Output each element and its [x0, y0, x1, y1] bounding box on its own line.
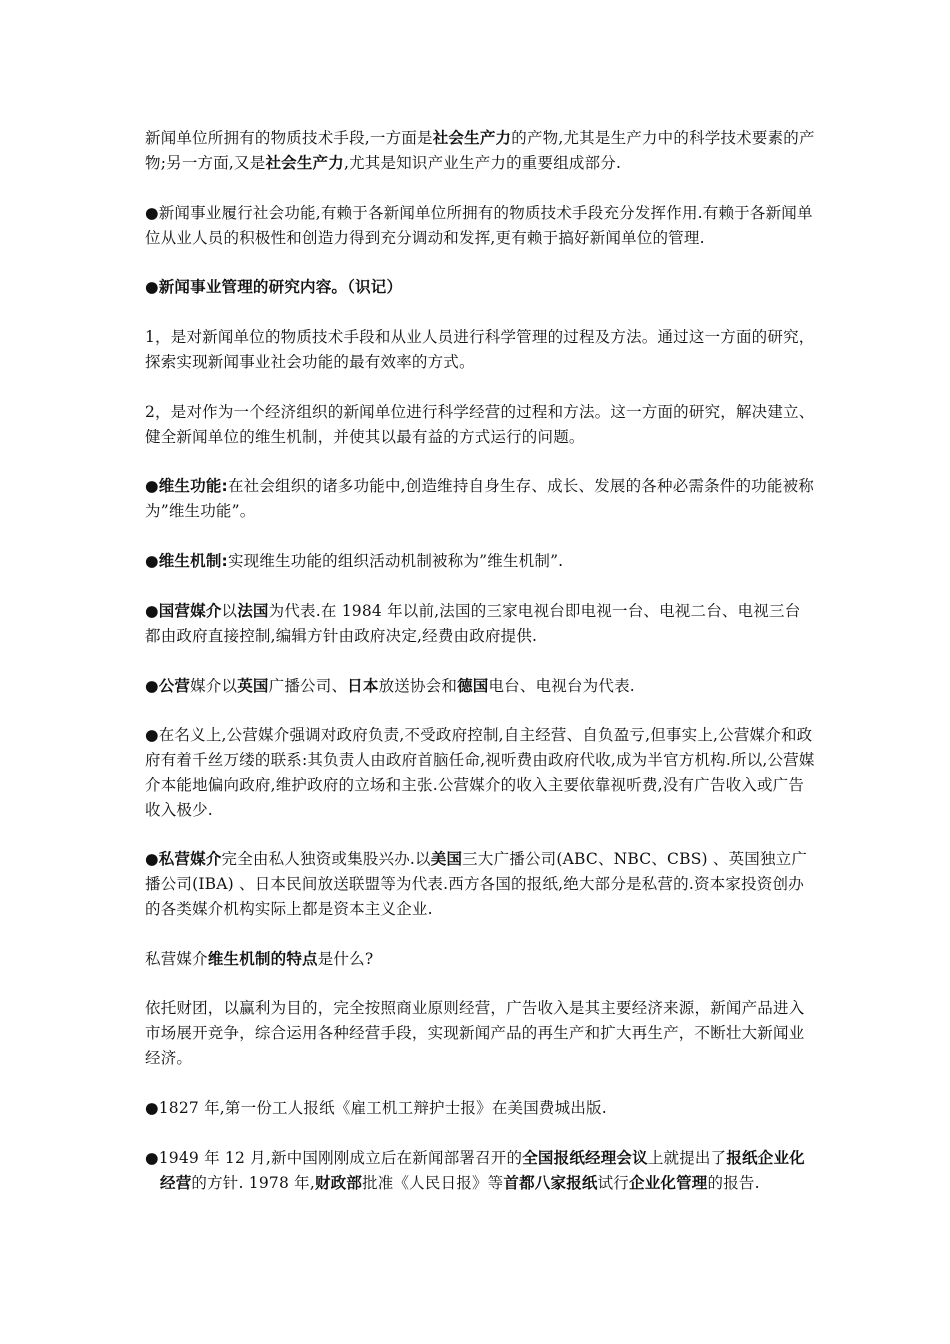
text: 电台、电视台为代表. — [488, 677, 635, 695]
paragraph-question — [145, 947, 815, 972]
bold-term: 社会生产力 — [432, 129, 512, 147]
paragraph-public-media-detail — [145, 723, 815, 823]
bold-term: ●私营媒介 — [145, 850, 222, 868]
text: 三大广播公司(ABC、NBC、CBS) 、英国独立广播公司(IBA) 、日本民间放送联盟等为代表.西方各国的报纸,绝大部分是私营的.资本家投资创办的各类媒介机构实际上都是资本主义企业. — [145, 850, 808, 918]
bold-term: 企业化管理 — [629, 1174, 708, 1192]
text: ●1827 年,第一份工人报纸《雇工机工辩护士报》在美国费城出版. — [145, 1099, 607, 1117]
text: 在社会组织的诸多功能中,创造维持自身生存、成长、发展的各种必需条件的功能被称为”维生功能”。 — [145, 477, 814, 520]
bold-heading: ●新闻事业管理的研究内容。（识记） — [145, 278, 403, 296]
text: 私营媒介 — [145, 950, 208, 968]
bold-term: ●维生功能: — [145, 477, 228, 495]
paragraph-public-media — [145, 674, 815, 699]
heading-research-content — [145, 275, 815, 300]
text: ●1949 年 12 月,新中国刚刚成立后在新闻部署召开的 — [145, 1149, 523, 1167]
text: 媒介以 — [190, 677, 238, 695]
bold-term: 日本 — [347, 677, 379, 695]
text: 放送协会和 — [378, 677, 458, 695]
bold-term: 法国 — [237, 602, 269, 620]
paragraph-answer — [145, 996, 815, 1071]
paragraph-survival-function — [145, 474, 815, 524]
paragraph-survival-mechanism — [145, 549, 815, 574]
text: 批准《人民日报》等 — [362, 1174, 504, 1192]
text: 1，是对新闻单位的物质技术手段和从业人员进行科学管理的过程及方法。通过这一方面的研究，探索实现新闻事业社会功能的最有效率的方式。 — [145, 328, 815, 371]
text: 的产物,尤其是生产力中的科学技术要素的产物;另一方面,又是 — [145, 129, 815, 172]
bold-term: 美国 — [430, 850, 463, 868]
paragraph-item-1 — [145, 325, 815, 375]
paragraph-state-media — [145, 599, 815, 649]
text: 上就提出了 — [647, 1149, 727, 1167]
text: ●新闻事业履行社会功能,有赖于各新闻单位所拥有的物质技术手段充分发挥作用.有赖于各新闻单位从业人员的积极性和创造力得到充分调动和发挥,更有赖于搞好新闻单位的管理. — [145, 204, 813, 247]
text: 的报告. — [707, 1174, 760, 1192]
bold-term: 财政部 — [314, 1174, 363, 1192]
text: 以 — [221, 602, 238, 620]
text: 依托财团，以赢利为目的，完全按照商业原则经营，广告收入是其主要经济来源，新闻产品进入市场展开竞争，综合运用各种经营手段，实现新闻产品的再生产和扩大再生产，不断壮大新闻业经济。 — [145, 999, 805, 1067]
bold-term: 全国报纸经理会议 — [522, 1149, 648, 1167]
bold-term: 德国 — [457, 677, 489, 695]
bold-term: ●国营媒介 — [145, 602, 222, 620]
text: 新闻单位所拥有的物质技术手段,一方面是 — [145, 129, 433, 147]
text: ●在名义上,公营媒介强调对政府负责,不受政府控制,自主经营、自负盈亏,但事实上,公营媒介和政府有着千丝万缕的联系:其负责人由政府首脑任命,视听费由政府代收,成为半官方机构.所以,公营媒介本能地偏向政府,维护政府的立场和主张.公营媒介的收入主要依靠视听费,没有广告收入或广告收入极少. — [145, 726, 815, 819]
bold-term: 维生机制的特点 — [207, 950, 318, 968]
bold-term: 首都八家报纸 — [503, 1174, 598, 1192]
paragraph-1827 — [145, 1096, 815, 1121]
text: 为代表.在 1984 年以前,法国的三家电视台即电视一台、电视二台、电视三台都由政府直接控制,编辑方针由政府决定,经费由政府提供. — [145, 602, 801, 645]
paragraph-private-media — [145, 847, 815, 922]
text: 是什么? — [317, 950, 374, 968]
bold-term: 英国 — [237, 677, 269, 695]
text: 广播公司、 — [268, 677, 348, 695]
paragraph-item-2 — [145, 400, 815, 450]
text: 实现维生功能的组织活动机制被称为”维生机制”. — [227, 552, 564, 570]
bold-term: ●公营 — [145, 677, 191, 695]
text: 的方针. 1978 年, — [191, 1174, 315, 1192]
paragraph-1949 — [145, 1146, 815, 1196]
paragraph-material-means — [145, 126, 815, 176]
bold-term: 报纸企业化经营 — [160, 1149, 805, 1192]
bold-term: ●维生机制: — [145, 552, 228, 570]
paragraph-social-function — [145, 201, 815, 251]
text: 试行 — [597, 1174, 629, 1192]
text: 2，是对作为一个经济组织的新闻单位进行科学经营的过程和方法。这一方面的研究，解决建立、健全新闻单位的维生机制，并使其以最有益的方式运行的问题。 — [145, 403, 815, 446]
text: 完全由私人独资或集股兴办.以 — [221, 850, 431, 868]
bold-term: 社会生产力 — [265, 154, 344, 172]
text: ,尤其是知识产业生产力的重要组成部分. — [343, 154, 622, 172]
